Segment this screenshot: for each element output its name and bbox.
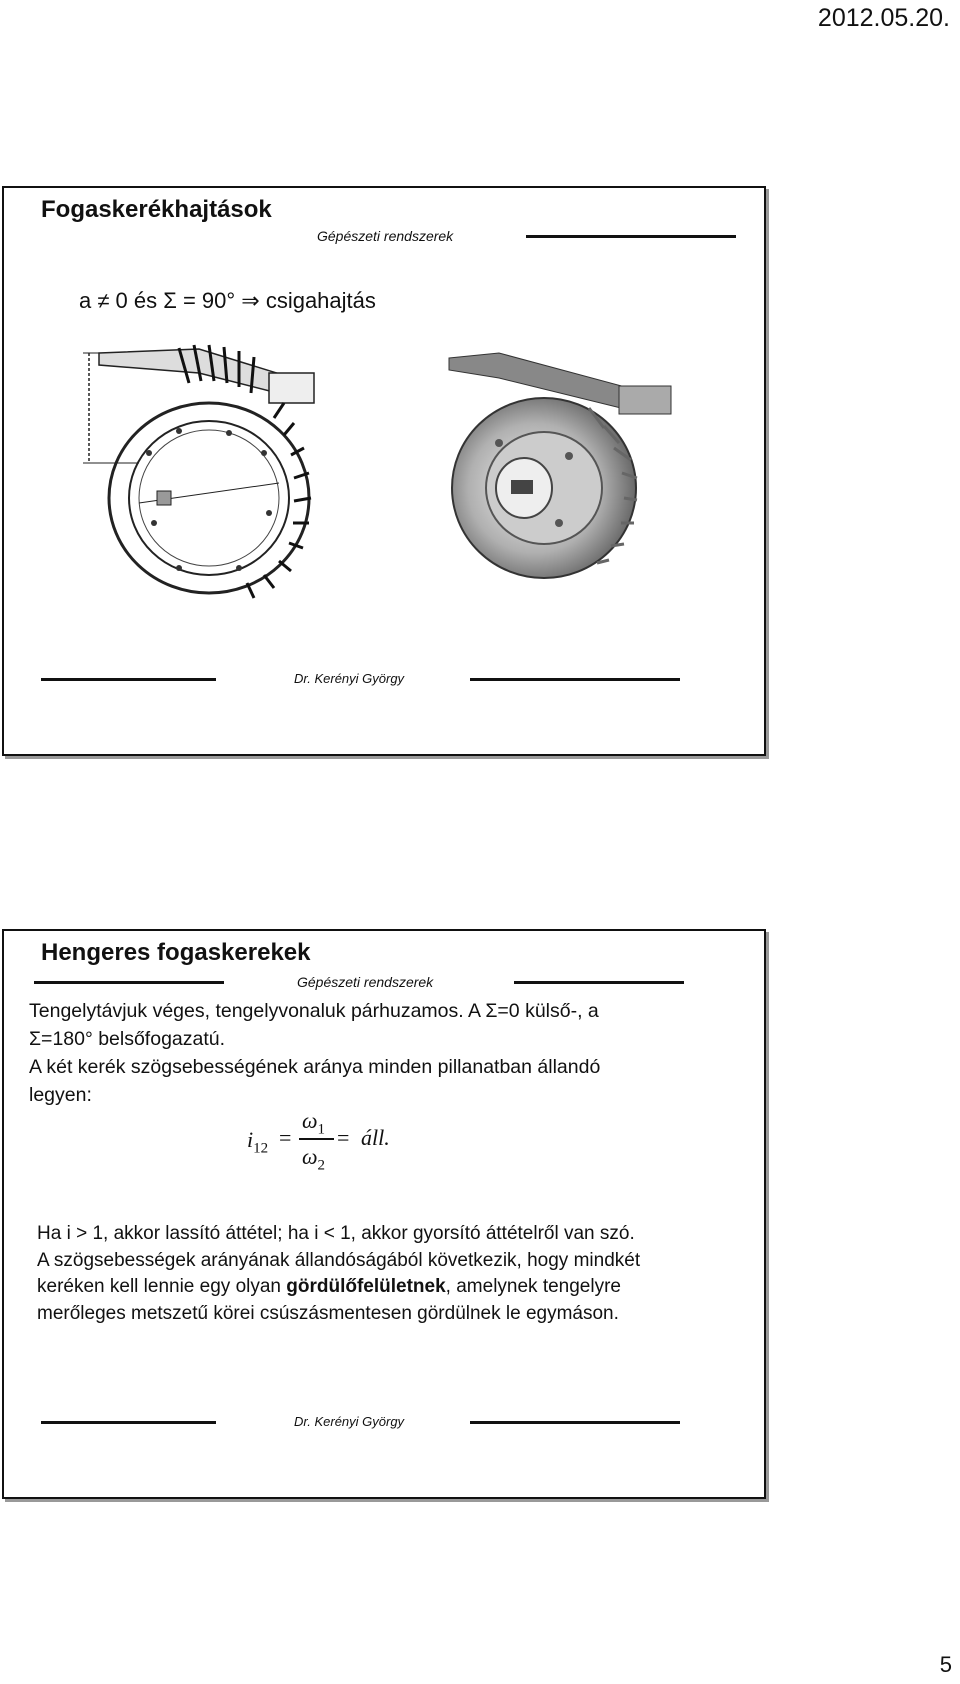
eq-equals-1: =: [279, 1125, 292, 1150]
para-2c: merőleges metszetű körei csúszásmentesen gördülnek le egymáson.: [37, 1302, 619, 1324]
intro-line-2: Σ=180° belsőfogazatú.: [29, 1028, 226, 1050]
para-2a: A szögsebességek arányának állandóságából következik, hogy mindkét: [37, 1249, 641, 1271]
condition-formula: a ≠ 0 és Σ = 90° ⇒ csigahajtás: [79, 288, 376, 313]
header-rule-right: [514, 981, 684, 984]
document-date: 2012.05.20.: [817, 4, 950, 32]
header-rule-left: [34, 981, 224, 984]
footer-rule-right: [470, 678, 680, 681]
slide-subtitle: Gépészeti rendszerek: [317, 228, 454, 244]
eq-rhs: áll.: [361, 1125, 390, 1150]
intro-line-4: legyen:: [29, 1084, 92, 1106]
slide-spur-gears: [2, 929, 766, 1499]
header-rule: [526, 235, 736, 238]
footer-rule-left: [41, 1421, 216, 1424]
footer-rule-right: [470, 1421, 680, 1424]
eq-fraction-bar: [299, 1138, 334, 1140]
slide-author: Dr. Kerényi György: [294, 671, 405, 686]
eq-numerator: $\omega_1$: [302, 1108, 326, 1138]
slide-title: Fogaskerékhajtások: [41, 196, 272, 223]
intro-line-3: A két kerék szögsebességének aránya minden pillanatban állandó: [29, 1056, 601, 1078]
para-2b: keréken kell lennie egy olyan gördülőfelületnek, amelynek tengelyre: [37, 1276, 621, 1297]
worm-gear-drawing: [79, 343, 349, 603]
keyword-rolling-surface: gördülőfelületnek: [286, 1276, 446, 1297]
worm-gear-photo: [439, 348, 689, 588]
footer-rule-left: [41, 678, 216, 681]
slide-title: Hengeres fogaskerekek: [41, 939, 311, 966]
para-1: Ha i > 1, akkor lassító áttétel; ha i < 1, akkor gyorsító áttételről van szó.: [37, 1223, 635, 1244]
eq-denominator: $\omega_2$: [302, 1144, 326, 1174]
slide-worm-gear: [2, 186, 766, 756]
intro-text: [29, 997, 749, 1109]
intro-line-1: Tengelytávjuk véges, tengelyvonaluk párhuzamos. A Σ=0 külső-, a: [29, 1000, 599, 1022]
explanation-text: [37, 1221, 757, 1327]
slide-subtitle: Gépészeti rendszerek: [297, 974, 434, 990]
slide-author: Dr. Kerényi György: [294, 1414, 405, 1429]
eq-equals-2: =: [337, 1125, 350, 1150]
eq-lhs: $i_{12}$: [247, 1127, 269, 1157]
page-number: 5: [939, 1652, 952, 1677]
